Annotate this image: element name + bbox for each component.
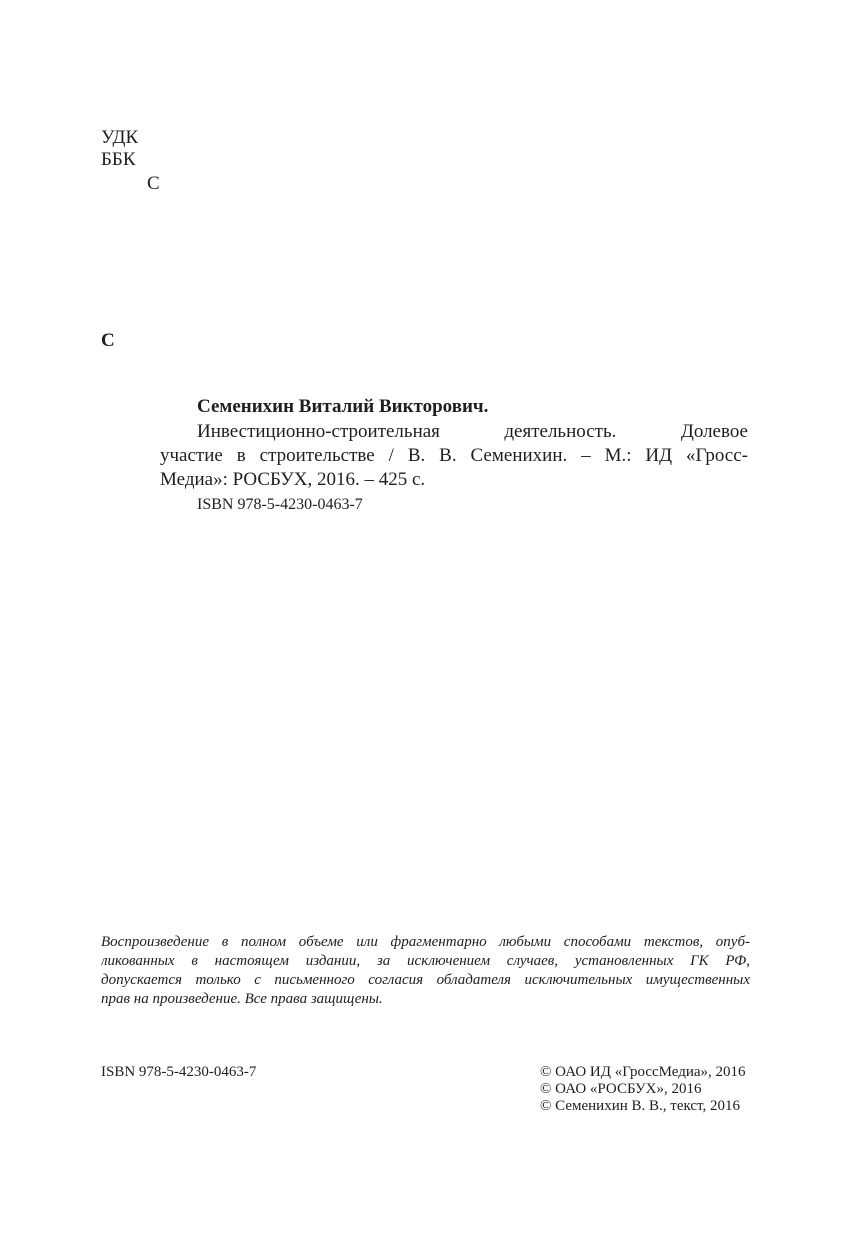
record-isbn: ISBN 978-5-4230-0463-7 [197,496,363,513]
author-sign-bold: С [101,330,115,351]
notice-line: прав на произведение. Все права защищены. [101,991,383,1007]
notice-line: ликованных в настоящем издании, за исключением случаев, установленных ГК РФ, [101,953,750,969]
copyright-line: © Семенихин В. В., текст, 2016 [540,1098,740,1114]
description-line: Инвестиционно-строительная деятельность. Долевое [197,421,748,442]
footer-isbn: ISBN 978-5-4230-0463-7 [101,1064,257,1080]
copyright-line: © ОАО ИД «ГроссМедиа», 2016 [540,1064,746,1080]
udk-label: УДК [101,127,139,148]
description-line: Медиа»: РОСБУХ, 2016. – 425 с. [160,469,426,490]
notice-line: допускается только с письменного согласия обладателя исключительных имущественных [101,972,750,988]
author-sign: С [147,173,160,194]
author-heading: Семенихин Виталий Викторович. [197,396,489,417]
copyright-line: © ОАО «РОСБУХ», 2016 [540,1081,702,1097]
bbk-label: ББК [101,149,136,170]
notice-line: Воспроизведение в полном объеме или фрагментарно любыми способами текстов, опуб- [101,934,750,950]
description-line: участие в строительстве / В. В. Семенихин. – М.: ИД «Гросс- [160,445,748,466]
